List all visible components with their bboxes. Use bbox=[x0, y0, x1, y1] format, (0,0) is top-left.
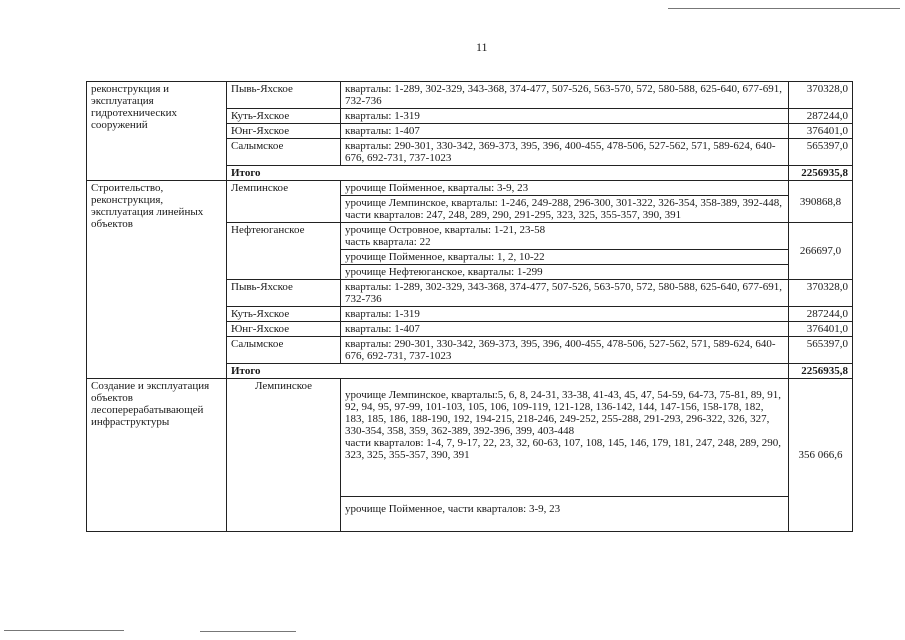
area-value-cell: 390868,8 bbox=[789, 181, 853, 223]
area-cell: кварталы: 290-301, 330-342, 369-373, 395, 396, 400-455, 478-506, 527-562, 571, 589-624, 640-676, 692-731, 737-1023 bbox=[341, 337, 789, 364]
forestry-cell: Пывь-Яхское bbox=[227, 280, 341, 307]
forestry-cell: Лемпинское bbox=[227, 181, 341, 223]
area-cell: урочище Пойменное, кварталы: 1, 2, 10-22 bbox=[341, 250, 789, 265]
area-line: урочище Лемпинское, кварталы:5, 6, 8, 24-31, 33-38, 41-43, 45, 47, 54-59, 64-73, 75-81, 89, 91, 92, 94, 95, 97-99, 101-103, 105, 106, 109-119, 121-128, 136-142, 144, 147-156, 158-178, 182, 183, 185, 186, 188-190, 192, 194-215, 218-246, 249-252, 255-288, 291-293, 296-322, 326, 327, 330-354, 358, 359, 362-389, 392-396, 399, 403-448 bbox=[345, 389, 782, 437]
total-label: Итого bbox=[227, 364, 789, 379]
page-number: 11 bbox=[476, 40, 488, 54]
area-value-cell: 376401,0 bbox=[789, 322, 853, 337]
forestry-cell: Салымское bbox=[227, 337, 341, 364]
permitted-use-table bbox=[86, 81, 853, 532]
table-row bbox=[87, 379, 853, 497]
area-cell: кварталы: 290-301, 330-342, 369-373, 395, 396, 400-455, 478-506, 527-562, 571, 589-624, 640-676, 692-731, 737-1023 bbox=[341, 139, 789, 166]
forestry-cell: Юнг-Яхское bbox=[227, 322, 341, 337]
area-cell: кварталы: 1-289, 302-329, 343-368, 374-477, 507-526, 563-570, 572, 580-588, 625-640, 677-691, 732-736 bbox=[341, 280, 789, 307]
bottom-rule-left bbox=[4, 630, 124, 631]
area-line: часть квартала: 22 bbox=[345, 236, 431, 248]
forestry-cell: Куть-Яхское bbox=[227, 109, 341, 124]
area-cell bbox=[341, 223, 789, 250]
forestry-cell: Нефтеюганское bbox=[227, 223, 341, 280]
total-value: 2256935,8 bbox=[789, 364, 853, 379]
work-type-cell: Создание и эксплуатация объектов лесоперерабатывающей инфраструктуры bbox=[87, 379, 227, 532]
area-cell: кварталы: 1-319 bbox=[341, 109, 789, 124]
total-label: Итого bbox=[227, 166, 789, 181]
area-value-cell: 287244,0 bbox=[789, 307, 853, 322]
work-type-cell: Строительство, реконструкция, эксплуатация линейных объектов bbox=[87, 181, 227, 379]
area-value-cell: 370328,0 bbox=[789, 82, 853, 109]
area-cell: урочище Пойменное, части кварталов: 3-9, 23 bbox=[341, 496, 789, 531]
area-value-cell: 356 066,6 bbox=[789, 379, 853, 532]
area-line: урочище Лемпинское, кварталы: 1-246, 249-288, 296-300, 301-322, 326-354, 358-389, 392-448, bbox=[345, 197, 782, 209]
table-row bbox=[87, 82, 853, 109]
area-line: урочище Островное, кварталы: 1-21, 23-58 bbox=[345, 224, 546, 236]
forestry-cell: Лемпинское bbox=[227, 379, 341, 532]
top-rule bbox=[668, 8, 900, 9]
area-line: части кварталов: 247, 248, 289, 290, 291-295, 323, 325, 355-357, 390, 391 bbox=[345, 209, 682, 221]
total-value: 2256935,8 bbox=[789, 166, 853, 181]
area-value-cell: 287244,0 bbox=[789, 109, 853, 124]
area-cell: кварталы: 1-407 bbox=[341, 322, 789, 337]
table-row bbox=[87, 181, 853, 196]
area-cell: урочище Пойменное, кварталы: 3-9, 23 bbox=[341, 181, 789, 196]
area-value-cell: 376401,0 bbox=[789, 124, 853, 139]
area-cell: кварталы: 1-407 bbox=[341, 124, 789, 139]
area-value-cell: 565397,0 bbox=[789, 337, 853, 364]
area-cell bbox=[341, 379, 789, 497]
area-value-cell: 565397,0 bbox=[789, 139, 853, 166]
forestry-cell: Юнг-Яхское bbox=[227, 124, 341, 139]
area-cell: кварталы: 1-319 bbox=[341, 307, 789, 322]
area-value-cell: 266697,0 bbox=[789, 223, 853, 280]
work-type-cell: реконструкция и эксплуатация гидротехнических сооружений bbox=[87, 82, 227, 181]
bottom-rule-right bbox=[200, 631, 296, 632]
forestry-cell: Пывь-Яхское bbox=[227, 82, 341, 109]
area-cell: кварталы: 1-289, 302-329, 343-368, 374-477, 507-526, 563-570, 572, 580-588, 625-640, 677-691, 732-736 bbox=[341, 82, 789, 109]
area-value-cell: 370328,0 bbox=[789, 280, 853, 307]
area-cell bbox=[341, 196, 789, 223]
area-line: части кварталов: 1-4, 7, 9-17, 22, 23, 32, 60-63, 107, 108, 145, 146, 179, 181, 247, 248, 289, 290, 323, 325, 355-357, 390, 391 bbox=[345, 437, 782, 461]
forestry-cell: Салымское bbox=[227, 139, 341, 166]
area-cell: урочище Нефтеюганское, кварталы: 1-299 bbox=[341, 265, 789, 280]
forestry-cell: Куть-Яхское bbox=[227, 307, 341, 322]
